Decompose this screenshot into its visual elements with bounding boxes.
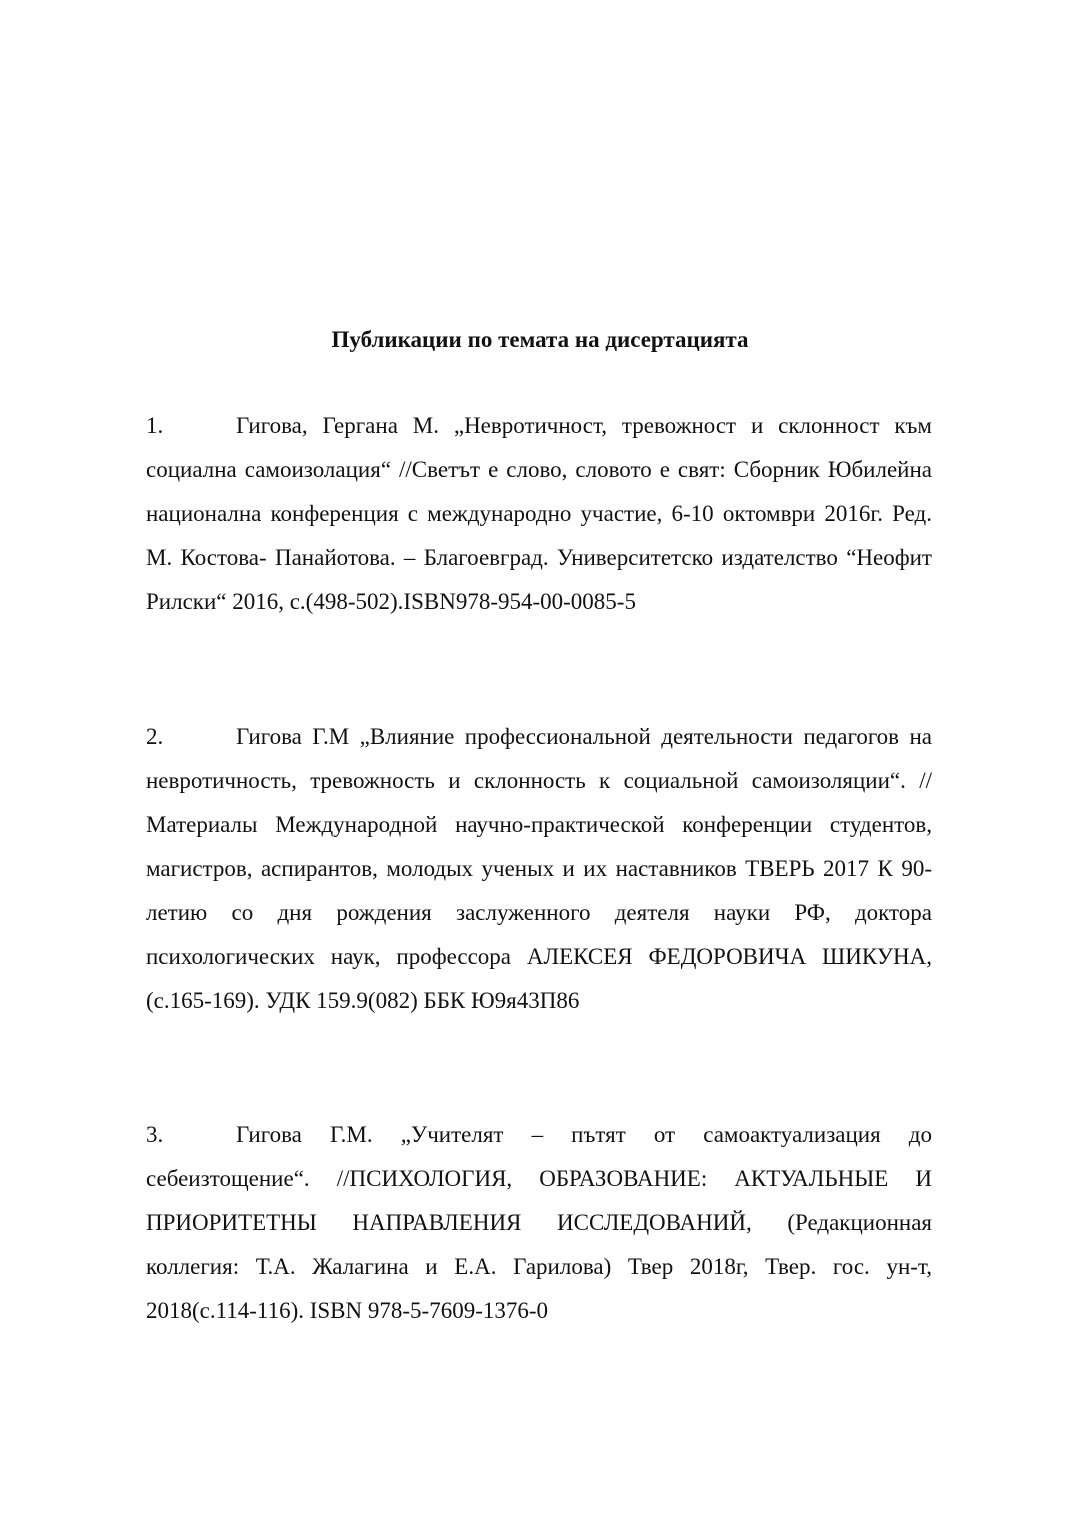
publication-text: Гигова, Гергана М. „Невротичност, тревожност и склонност към социална самоизолация“ //Светът е слово, словото е свят: Сборник Юбилейна национална конференция с международно участие, 6-10 октомври 2016г. Ред. М. Костова- Панайотова. – Благоевград. Университетско издателство “Неофит Рилски“ 2016, с.(498-502).ISBN978-954-00-0085-5 [146, 413, 932, 614]
publication-entry [146, 715, 932, 1023]
publication-text: Гигова Г.М „Влияние профессиональной деятельности педагогов на невротичность, тревожность и склонность к социальной самоизоляции“. //Материалы Международной научно-практической конференции студентов, магистров, аспирантов, молодых ученых и их наставников ТВЕРЬ 2017 К 90-летию со дня рождения заслуженного деятеля науки РФ, доктора психологических наук, профессора АЛЕКСЕЯ ФЕДОРОВИЧА ШИКУНА, (с.165-169). УДК 159.9(082) ББК Ю9я43П86 [146, 724, 932, 1013]
publication-entry [146, 404, 932, 624]
publication-number: 1. [146, 413, 164, 438]
publication-number: 2. [146, 724, 164, 749]
publication-number: 3. [146, 1122, 164, 1147]
publication-entry [146, 1113, 932, 1333]
publication-text: Гигова Г.М. „Учителят – пътят от самоактуализация до себеизтощение“. //ПСИХОЛОГИЯ, ОБРАЗОВАНИЕ: АКТУАЛЬНЫЕ И ПРИОРИТЕТНЫ НАПРАВЛЕНИЯ ИССЛЕДОВАНИЙ, (Редакционная коллегия: Т.А. Жалагина и Е.А. Гарилова) Твер 2018г, Твер. гос. ун-т, 2018(с.114-116). ISBN 978-5-7609-1376-0 [146, 1122, 932, 1323]
page-title: Публикации по темата на дисертацията [331, 327, 749, 352]
